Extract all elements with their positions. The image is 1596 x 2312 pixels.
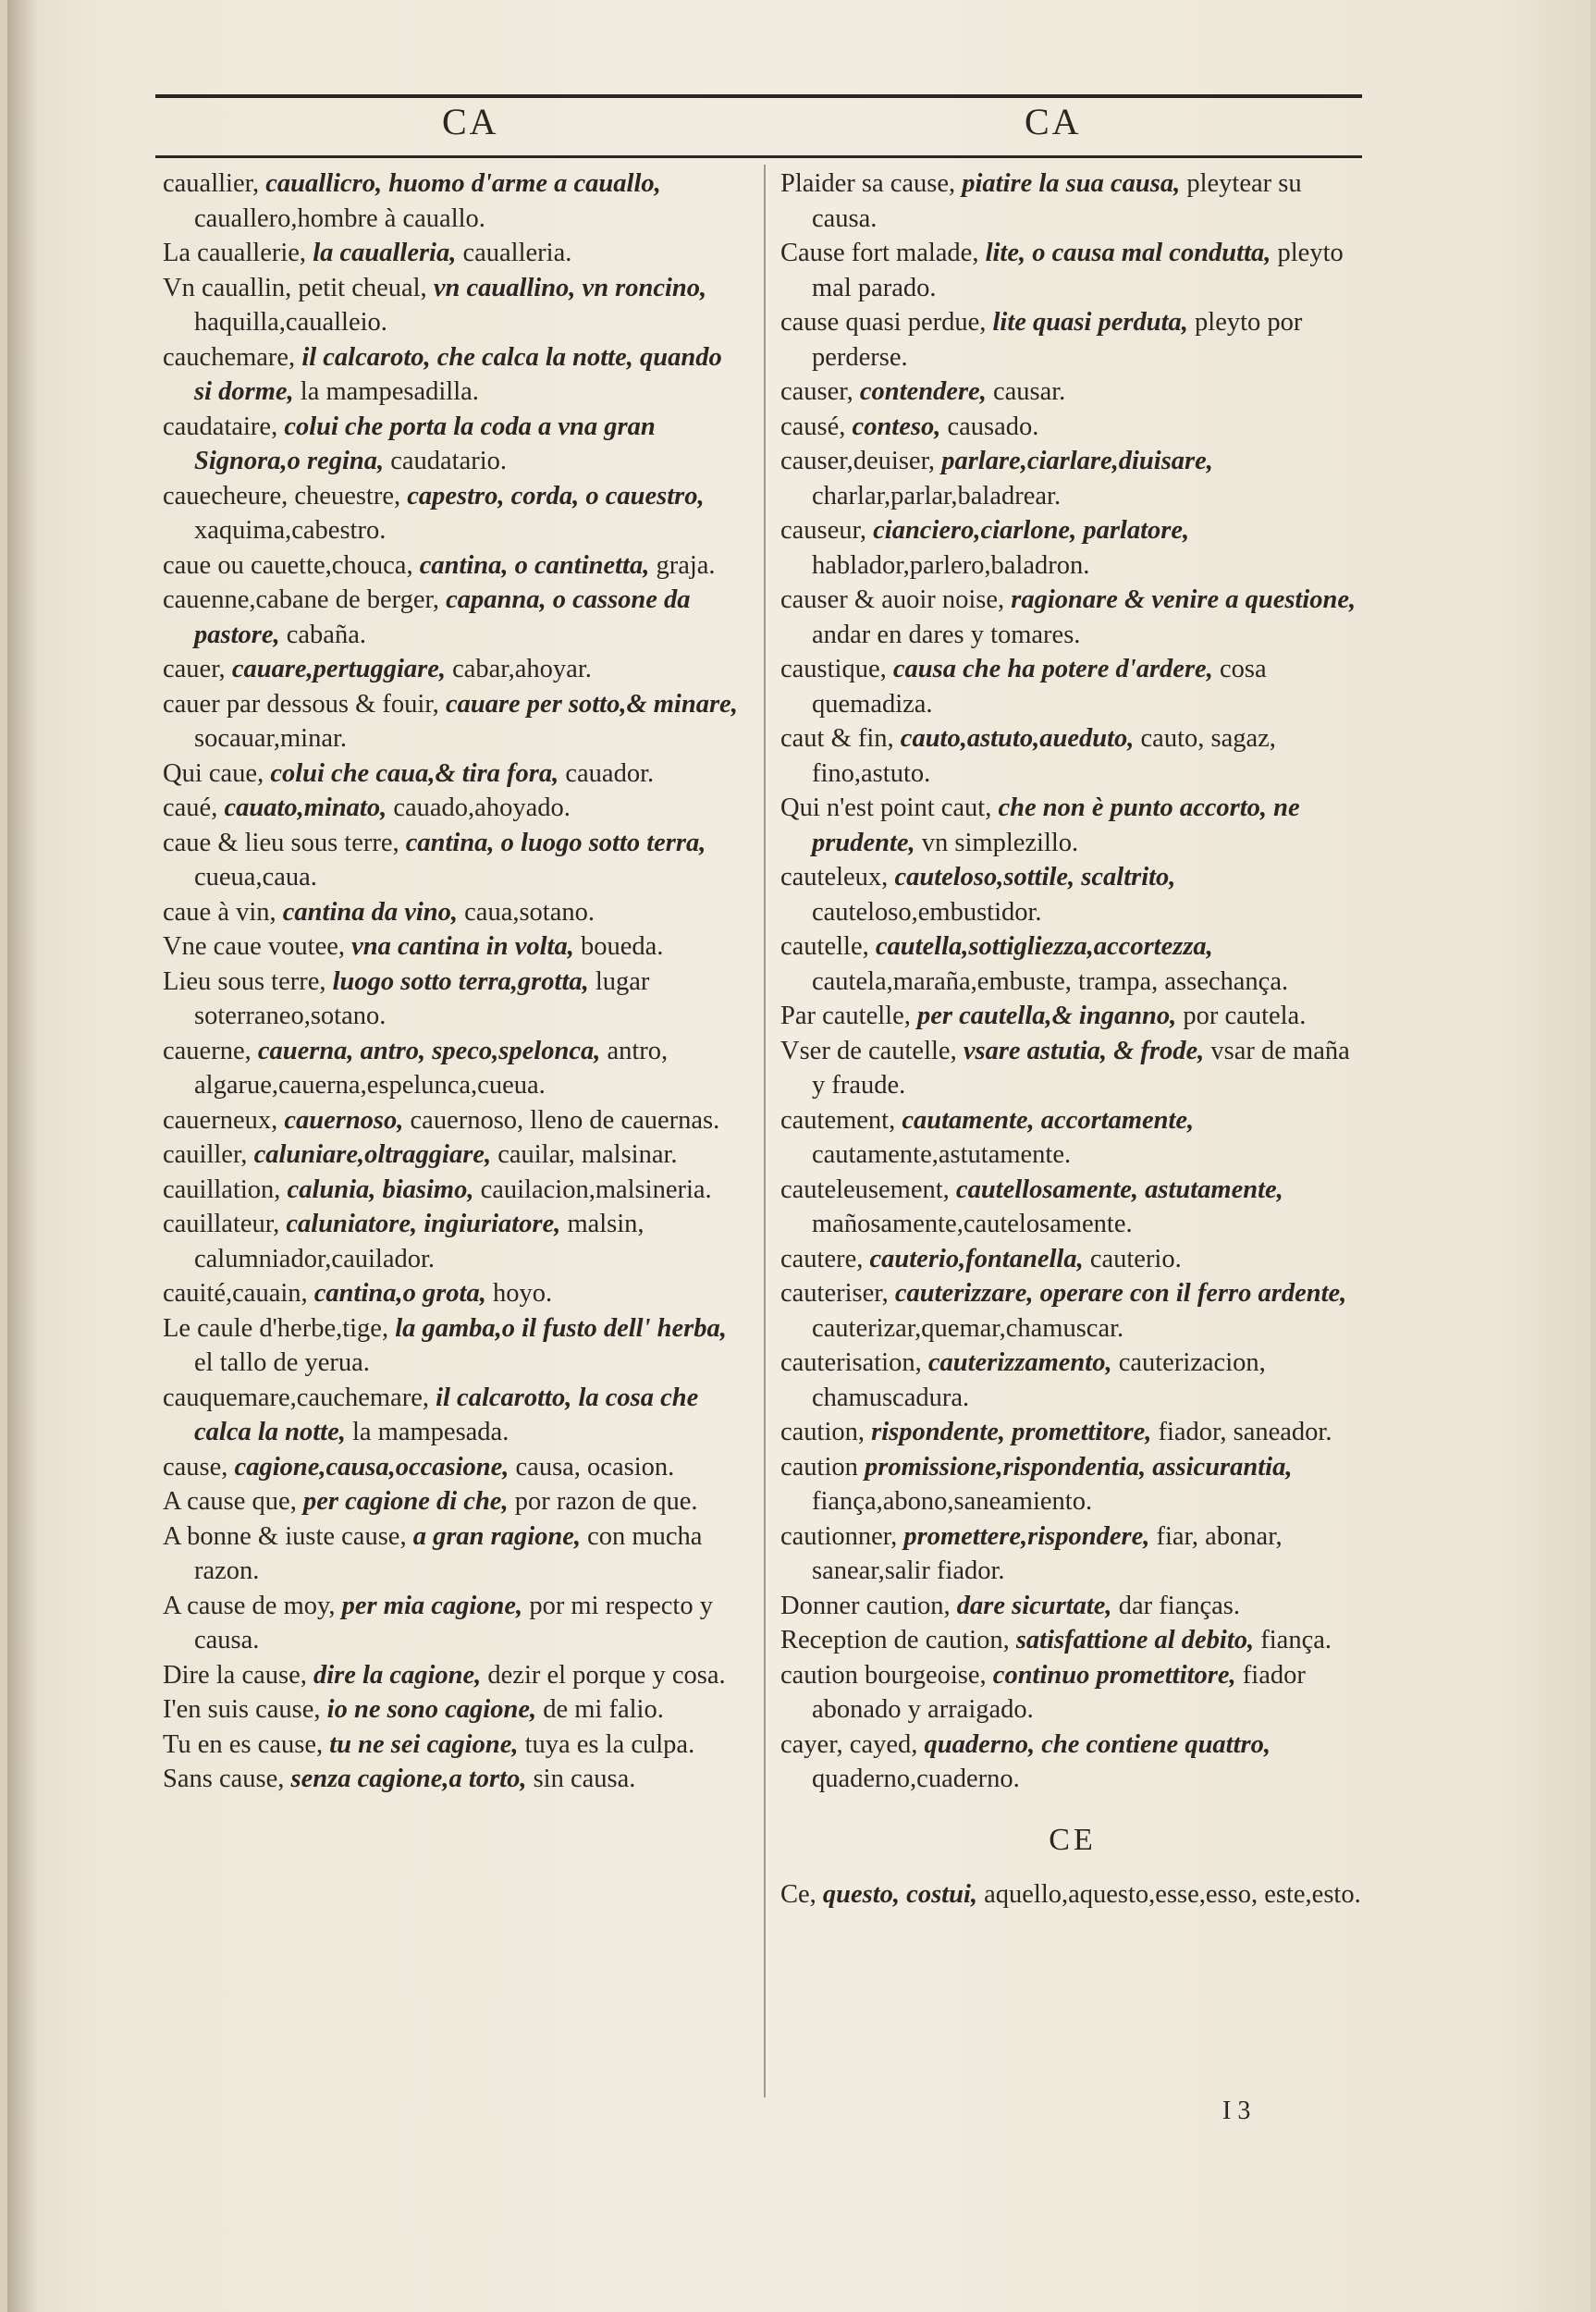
dictionary-entry (163, 1103, 743, 1138)
italian-gloss: cauterizzare, operare con il ferro ardente, (894, 1279, 1347, 1308)
french-headword: cause, (163, 1452, 228, 1482)
dictionary-entry (780, 375, 1365, 410)
dictionary-entry (780, 1242, 1365, 1277)
french-headword: Tu en es cause, (163, 1729, 324, 1759)
dictionary-entry (163, 895, 743, 930)
italian-gloss: cauteloso,sottile, scaltrito, (894, 863, 1176, 892)
dictionary-entry (163, 340, 743, 410)
italian-gloss: cautellosamente, astutamente, (955, 1174, 1283, 1204)
italian-gloss: caluniatore, ingiuriatore, (286, 1210, 561, 1238)
spanish-gloss: caudatario. (390, 447, 508, 475)
french-headword: cauallier, (163, 169, 260, 198)
italian-gloss: caluniare,oltraggiare, (253, 1140, 492, 1169)
spanish-gloss: cauado,ahoyado. (393, 793, 571, 822)
running-head-right: CA (1025, 101, 1082, 142)
book-page (7, 0, 1590, 2312)
dictionary-entry (163, 583, 743, 652)
italian-gloss: a gran ragione, (412, 1521, 582, 1551)
french-headword: cauer, (163, 655, 226, 683)
running-head-left: CA (442, 101, 499, 142)
italian-gloss: la gamba,o il fusto dell' herba, (395, 1313, 727, 1343)
italian-gloss: io ne sono cagione, (326, 1695, 537, 1724)
french-headword: Vne caue voutee, (163, 932, 346, 961)
spanish-gloss: graja. (656, 550, 716, 580)
spanish-gloss: cueua,caua. (194, 863, 317, 892)
spanish-gloss: caualleria. (462, 239, 572, 267)
italian-gloss: cagione,causa,occasione, (234, 1452, 509, 1482)
spanish-gloss: por razon de que. (514, 1487, 698, 1516)
dictionary-entry (780, 583, 1365, 652)
french-headword: causé, (780, 412, 846, 441)
gutter-shadow (7, 0, 39, 2312)
ce-entries (780, 1877, 1365, 1912)
dictionary-entry (780, 305, 1365, 375)
italian-gloss: conteso, (852, 412, 941, 441)
french-headword: A cause de moy, (163, 1591, 336, 1620)
dictionary-entry (163, 791, 743, 826)
dictionary-entry (163, 1484, 743, 1519)
left-column (163, 166, 743, 1797)
spanish-gloss: vn simplezillo. (921, 828, 1079, 857)
spanish-gloss: quaderno,cuaderno. (812, 1765, 1020, 1793)
french-headword: Donner caution, (780, 1591, 951, 1620)
spanish-gloss: de mi falio. (543, 1695, 664, 1724)
french-headword: cautement, (780, 1105, 896, 1135)
french-headword: cautelle, (780, 932, 869, 961)
italian-gloss: il calcarotto, la cosa che calca la notte, (194, 1383, 699, 1446)
french-headword: causer & auoir noise, (780, 585, 1005, 614)
french-headword: cauiller, (163, 1140, 248, 1169)
italian-gloss: dare sicurtate, (956, 1591, 1112, 1620)
french-headword: Le caule d'herbe,tige, (163, 1313, 389, 1343)
italian-gloss: satisfattione al debito, (1015, 1626, 1255, 1654)
french-headword: Vser de cautelle, (780, 1036, 957, 1065)
spanish-gloss: el tallo de yerua. (194, 1348, 370, 1377)
italian-gloss: la caualleria, (313, 239, 457, 267)
dictionary-entry (163, 1658, 743, 1693)
italian-gloss: cautamente, accortamente, (902, 1105, 1195, 1135)
signature-mark: I 3 (1222, 2097, 1251, 2125)
dictionary-entry (163, 271, 743, 340)
french-headword: cauerne, (163, 1036, 252, 1065)
dictionary-entry (163, 1034, 743, 1103)
dictionary-entry (780, 1877, 1365, 1912)
column-divider (764, 165, 766, 2097)
spanish-gloss: socauar,minar. (194, 724, 348, 753)
french-headword: caue & lieu sous terre, (163, 828, 399, 857)
italian-gloss: cantina, o luogo sotto terra, (405, 828, 706, 857)
dictionary-entry (780, 1658, 1365, 1728)
spanish-gloss: fiança. (1260, 1626, 1332, 1654)
italian-gloss: vna cantina in volta, (351, 932, 574, 961)
spanish-gloss: andar en dares y tomares. (812, 620, 1081, 649)
spanish-gloss: malsin, calumniador,cauilador. (194, 1210, 645, 1273)
dictionary-entry (163, 1381, 743, 1450)
italian-gloss: cauerna, antro, speco,spelonca, (257, 1036, 601, 1065)
french-headword: Reception de caution, (780, 1626, 1010, 1654)
french-headword: cauteleusement, (780, 1174, 950, 1204)
french-headword: Ce, (780, 1880, 816, 1909)
french-headword: Sans cause, (163, 1765, 285, 1793)
french-headword: causeur, (780, 516, 867, 545)
spanish-gloss: causar. (992, 377, 1066, 406)
dictionary-entry (163, 166, 743, 236)
spanish-gloss: fiar, abonar, sanear,salir fiador. (812, 1521, 1283, 1585)
spanish-gloss: pleyto mal parado. (812, 239, 1344, 302)
french-headword: cauité,cauain, (163, 1279, 308, 1308)
dictionary-entry (780, 1034, 1365, 1103)
french-headword: cauer par dessous & fouir, (163, 689, 439, 719)
italian-gloss: cauterio,fontanella, (869, 1244, 1084, 1273)
italian-gloss: vsare astutia, & frode, (963, 1036, 1205, 1065)
dictionary-entry (780, 1173, 1365, 1242)
french-headword: caution, (780, 1418, 866, 1446)
italian-gloss: senza cagione,a torto, (290, 1765, 527, 1793)
french-headword: cayer, cayed, (780, 1729, 918, 1759)
spanish-gloss: hablador,parlero,baladron. (812, 550, 1090, 580)
dictionary-entry (780, 791, 1365, 860)
italian-gloss: cauare,pertuggiare, (231, 655, 446, 683)
french-headword: caué, (163, 793, 218, 822)
spanish-gloss: hoyo. (492, 1279, 553, 1308)
italian-gloss: cantina da vino, (282, 897, 459, 927)
french-headword: Lieu sous terre, (163, 966, 326, 996)
italian-gloss: cantina, o cantinetta, (419, 550, 650, 580)
dictionary-entry (780, 1415, 1365, 1450)
italian-gloss: contendere, (859, 377, 987, 406)
italian-gloss: continuo promettitore, (992, 1660, 1236, 1690)
italian-gloss: colui che caua,& tira fora, (270, 758, 559, 788)
french-headword: Qui n'est point caut, (780, 793, 992, 822)
spanish-gloss: cauallero,hombre à cauallo. (194, 203, 485, 233)
spanish-gloss: cautela,maraña,embuste, trampa, assechança. (812, 966, 1289, 996)
italian-gloss: cianciero,ciarlone, parlatore, (873, 516, 1190, 545)
italian-gloss: tu ne sei cagione, (329, 1729, 519, 1759)
italian-gloss: cautella,sottigliezza,accortezza, (875, 932, 1213, 961)
right-column (780, 166, 1365, 1912)
dictionary-entry (163, 826, 743, 895)
dictionary-entry (780, 1103, 1365, 1173)
french-headword: A bonne & iuste cause, (163, 1521, 407, 1551)
spanish-gloss: aquello,aquesto,esse,esso, este,esto. (984, 1880, 1361, 1909)
spanish-gloss: boueda. (580, 932, 664, 961)
french-headword: causer, (780, 377, 853, 406)
italian-gloss: per cagione di che, (302, 1487, 509, 1516)
french-headword: cauteleux, (780, 863, 889, 892)
french-headword: Qui caue, (163, 758, 264, 788)
italian-gloss: cauallicro, huomo d'arme a cauallo, (265, 169, 661, 198)
french-headword: cauquemare,cauchemare, (163, 1383, 429, 1412)
french-headword: Par cautelle, (780, 1002, 911, 1030)
italian-gloss: parlare,ciarlare,diuisare, (941, 447, 1213, 475)
dictionary-entry (780, 1450, 1365, 1519)
dictionary-entry (780, 166, 1365, 236)
spanish-gloss: sin causa. (533, 1765, 636, 1793)
dictionary-entry (780, 410, 1365, 445)
french-headword: cause quasi perdue, (780, 308, 987, 337)
french-headword: cauchemare, (163, 342, 296, 372)
italian-gloss: il calcaroto, che calca la notte, quando si dorme, (194, 342, 722, 406)
italian-gloss: cauterizzamento, (927, 1348, 1112, 1377)
dictionary-entry (163, 1173, 743, 1208)
italian-gloss: che non è punto accorto, ne prudente, (812, 793, 1300, 857)
french-headword: caut & fin, (780, 724, 894, 753)
dictionary-entry (163, 1692, 743, 1728)
dictionary-entry (163, 1519, 743, 1589)
italian-gloss: rispondente, promettitore, (871, 1418, 1152, 1446)
french-headword: cauillateur, (163, 1210, 280, 1238)
french-headword: cauterisation, (780, 1348, 922, 1377)
dictionary-entry (163, 687, 743, 756)
italian-gloss: colui che porta la coda a vna gran Signora,o regina, (194, 412, 656, 475)
dictionary-entry (163, 479, 743, 548)
spanish-gloss: cauterizar,quemar,chamuscar. (812, 1313, 1124, 1343)
italian-gloss: luogo sotto terra,grotta, (332, 966, 589, 996)
french-headword: cauenne,cabane de berger, (163, 585, 439, 614)
dictionary-entry (163, 548, 743, 584)
italian-gloss: lite, o causa mal condutta, (985, 239, 1271, 267)
french-headword: caution (780, 1452, 858, 1482)
spanish-gloss: la mampesada. (351, 1418, 509, 1446)
dictionary-entry (163, 1762, 743, 1797)
italian-gloss: capestro, corda, o cauestro, (407, 481, 705, 510)
spanish-gloss: cautamente,astutamente. (812, 1140, 1072, 1169)
dictionary-entry (780, 860, 1365, 929)
italian-gloss: promissione,rispondentia, assicurantia, (865, 1452, 1293, 1482)
spanish-gloss: cauilacion,malsineria. (480, 1174, 712, 1204)
italian-gloss: cauare per sotto,& minare, (445, 689, 738, 719)
french-headword: causer,deuiser, (780, 447, 936, 475)
dictionary-entry (163, 236, 743, 271)
spanish-gloss: haquilla,caualleio. (194, 308, 387, 337)
french-headword: Plaider sa cause, (780, 169, 956, 198)
italian-gloss: lite quasi perduta, (992, 308, 1188, 337)
spanish-gloss: causa, ocasion. (515, 1452, 675, 1482)
dictionary-entry (780, 1728, 1365, 1797)
spanish-gloss: xaquima,cabestro. (194, 516, 387, 545)
dictionary-entry (780, 1276, 1365, 1346)
french-headword: caution bourgeoise, (780, 1660, 987, 1690)
italian-gloss: dire la cagione, (313, 1660, 482, 1690)
dictionary-entry (163, 1138, 743, 1173)
dictionary-entry (780, 652, 1365, 721)
french-headword: caue ou cauette,chouca, (163, 550, 413, 580)
spanish-gloss: mañosamente,cautelosamente. (812, 1210, 1133, 1238)
spanish-gloss: cabaña. (286, 620, 366, 649)
italian-gloss: cauernoso, (284, 1105, 404, 1135)
french-headword: Vn cauallin, petit cheual, (163, 273, 427, 302)
dictionary-entry (780, 1589, 1365, 1624)
spanish-gloss: fiador, saneador. (1158, 1418, 1332, 1446)
french-headword: I'en suis cause, (163, 1695, 321, 1724)
dictionary-entry (780, 236, 1365, 305)
italian-gloss: ragionare & venire a questione, (1011, 585, 1357, 614)
french-headword: caustique, (780, 655, 887, 683)
french-headword: cauecheure, cheuestre, (163, 481, 401, 510)
italian-gloss: quaderno, che contiene quattro, (924, 1729, 1271, 1759)
dictionary-entry (780, 513, 1365, 583)
spanish-gloss: cabar,ahoyar. (452, 655, 592, 683)
dictionary-entry (163, 965, 743, 1034)
italian-gloss: causa che ha potere d'ardere, (892, 655, 1213, 683)
spanish-gloss: fiança,abono,saneamiento. (812, 1487, 1093, 1516)
spanish-gloss: charlar,parlar,baladrear. (812, 481, 1062, 510)
dictionary-entry (163, 756, 743, 792)
dictionary-entry (163, 929, 743, 965)
spanish-gloss: cauilar, malsinar. (497, 1140, 678, 1169)
header-rule (155, 155, 1362, 158)
spanish-gloss: cauterizacion, chamuscadura. (812, 1348, 1266, 1412)
dictionary-entry (163, 1207, 743, 1276)
spanish-gloss: dezir el porque y cosa. (487, 1660, 726, 1690)
french-headword: Dire la cause, (163, 1660, 307, 1690)
dictionary-entry (163, 1311, 743, 1381)
spanish-gloss: antro, algarue,cauerna,espelunca,cueua. (194, 1036, 669, 1100)
spanish-gloss: dar fianças. (1118, 1591, 1241, 1620)
french-headword: caudataire, (163, 412, 278, 441)
french-headword: caue à vin, (163, 897, 276, 927)
dictionary-entry (780, 929, 1365, 999)
right-column-entries (780, 166, 1365, 1797)
spanish-gloss: cosa quemadiza. (812, 655, 1267, 719)
italian-gloss: cauto,astuto,aueduto, (900, 724, 1135, 753)
top-rule (155, 94, 1362, 98)
spanish-gloss: la mampesadilla. (300, 377, 479, 406)
dictionary-entry (780, 1519, 1365, 1589)
dictionary-entry (780, 721, 1365, 791)
spanish-gloss: cauterio. (1089, 1244, 1182, 1273)
italian-gloss: questo, costui, (822, 1880, 977, 1909)
french-headword: A cause que, (163, 1487, 297, 1516)
dictionary-entry (780, 1623, 1365, 1658)
french-headword: La cauallerie, (163, 239, 307, 267)
dictionary-entry (780, 999, 1365, 1034)
spanish-gloss: cauernoso, lleno de cauernas. (410, 1105, 720, 1135)
dictionary-entry (780, 444, 1365, 513)
spanish-gloss: cauteloso,embustidor. (812, 897, 1042, 927)
french-headword: cauteriser, (780, 1279, 889, 1308)
spanish-gloss: con mucha razon. (194, 1521, 703, 1585)
spanish-gloss: caua,sotano. (464, 897, 595, 927)
spanish-gloss: vsar de maña y fraude. (812, 1036, 1350, 1100)
spanish-gloss: lugar soterraneo,sotano. (194, 966, 650, 1030)
spanish-gloss: cauto, sagaz, fino,astuto. (812, 724, 1276, 788)
spanish-gloss: causado. (947, 412, 1039, 441)
italian-gloss: cauato,minato, (224, 793, 387, 822)
italian-gloss: promettere,rispondere, (903, 1521, 1150, 1551)
dictionary-entry (163, 1589, 743, 1658)
spanish-gloss: tuya es la culpa. (524, 1729, 695, 1759)
spanish-gloss: cauador. (565, 758, 655, 788)
italian-gloss: per mia cagione, (341, 1591, 523, 1620)
dictionary-entry (780, 1346, 1365, 1415)
dictionary-entry (163, 410, 743, 479)
french-headword: cauerneux, (163, 1105, 278, 1135)
dictionary-entry (163, 652, 743, 687)
italian-gloss: cantina,o grota, (313, 1279, 486, 1308)
italian-gloss: capanna, o cassone da pastore, (194, 585, 691, 649)
dictionary-entry (163, 1276, 743, 1311)
italian-gloss: vn cauallino, vn roncino, (433, 273, 707, 302)
dictionary-entry (163, 1728, 743, 1763)
section-heading: CE (1049, 1822, 1097, 1857)
french-headword: cautionner, (780, 1521, 898, 1551)
french-headword: cautere, (780, 1244, 864, 1273)
italian-gloss: piatire la sua causa, (962, 169, 1181, 198)
french-headword: Cause fort malade, (780, 239, 979, 267)
spanish-gloss: pleyto por perderse. (812, 308, 1303, 372)
spanish-gloss: por cautela. (1183, 1002, 1307, 1030)
spanish-gloss: pleytear su causa. (812, 169, 1302, 233)
italian-gloss: per cautella,& inganno, (916, 1002, 1177, 1030)
dictionary-entry (163, 1450, 743, 1485)
spanish-gloss: fiador abonado y arraigado. (812, 1660, 1306, 1724)
spanish-gloss: por mi respecto y causa. (194, 1591, 713, 1654)
french-headword: cauillation, (163, 1174, 281, 1204)
italian-gloss: calunia, biasimo, (287, 1174, 474, 1204)
